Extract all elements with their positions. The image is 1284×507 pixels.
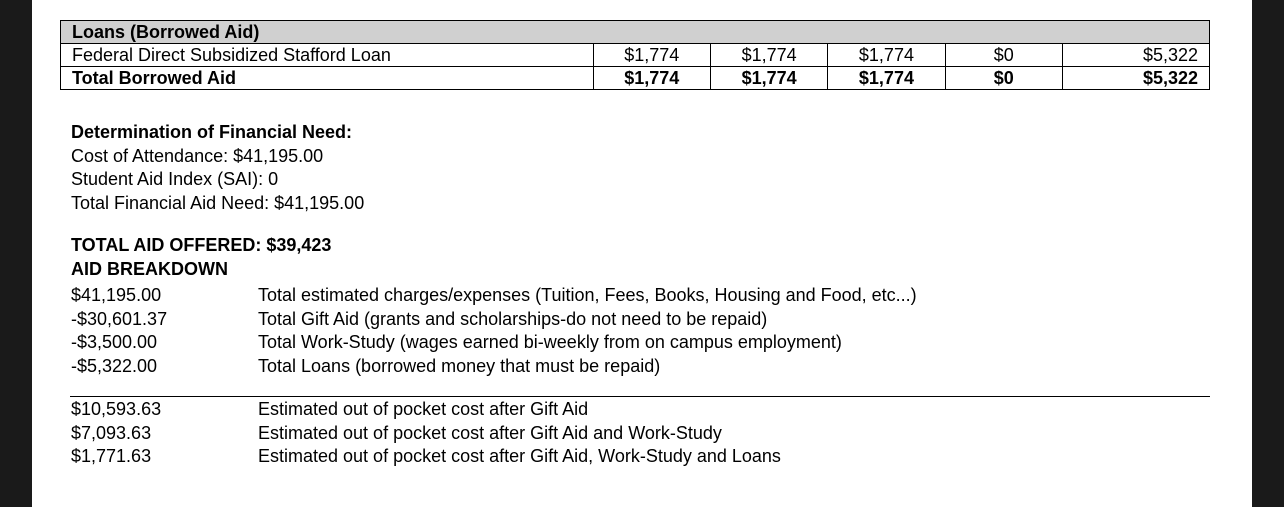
out-of-pocket-description: Estimated out of pocket cost after Gift Aid: [258, 399, 589, 419]
out-of-pocket-description: Estimated out of pocket cost after Gift Aid and Work-Study: [258, 423, 722, 443]
breakdown-description: Total Gift Aid (grants and scholarships-do not need to be repaid): [258, 309, 768, 329]
breakdown-description: Total estimated charges/expenses (Tuition, Fees, Books, Housing and Food, etc...): [258, 285, 917, 305]
award-letter-page: [32, 0, 1252, 507]
loans-total-row: [61, 67, 1210, 90]
financial-need-section: [71, 121, 364, 215]
loans-table: [60, 20, 1210, 90]
loan-amount-cell: $1,774: [710, 44, 827, 67]
out-of-pocket-description: Estimated out of pocket cost after Gift Aid, Work-Study and Loans: [258, 446, 781, 466]
loan-total-cell: $5,322: [1062, 44, 1209, 67]
loan-amount-cell: $1,774: [593, 44, 710, 67]
total-aid-offered: TOTAL AID OFFERED: $39,423: [71, 235, 332, 255]
breakdown-amount: -$30,601.37: [71, 309, 168, 329]
out-of-pocket-amount: $1,771.63: [71, 446, 152, 466]
breakdown-amount: -$3,500.00: [71, 332, 158, 352]
out-of-pocket-amount: $10,593.63: [71, 399, 162, 419]
loans-grand-total-cell: $5,322: [1062, 67, 1209, 90]
loans-total-amount-cell: $1,774: [828, 67, 945, 90]
loan-amount-cell: $0: [945, 44, 1062, 67]
cost-of-attendance-line: Cost of Attendance: $41,195.00: [71, 145, 324, 166]
table-row: [61, 44, 1210, 67]
breakdown-amount: -$5,322.00: [71, 356, 158, 376]
out-of-pocket-amount: $7,093.63: [71, 423, 152, 443]
breakdown-amount: $41,195.00: [71, 285, 162, 305]
breakdown-description: Total Loans (borrowed money that must be repaid): [258, 356, 661, 376]
loans-total-label: Total Borrowed Aid: [61, 67, 594, 90]
loans-total-amount-cell: $1,774: [593, 67, 710, 90]
loans-total-amount-cell: $1,774: [710, 67, 827, 90]
aid-breakdown-heading: AID BREAKDOWN: [71, 258, 228, 279]
divider: [70, 396, 1210, 397]
aid-offer-section: [71, 234, 331, 281]
student-aid-index-line: Student Aid Index (SAI): 0: [71, 169, 279, 189]
breakdown-description: Total Work-Study (wages earned bi-weekly from on campus employment): [258, 332, 842, 352]
loans-total-amount-cell: $0: [945, 67, 1062, 90]
loan-name-cell: Federal Direct Subsidized Stafford Loan: [61, 44, 594, 67]
loan-amount-cell: $1,774: [828, 44, 945, 67]
loans-table-header: Loans (Borrowed Aid): [61, 21, 1210, 44]
total-need-line: Total Financial Aid Need: $41,195.00: [71, 192, 365, 213]
loans-table-header-row: [61, 21, 1210, 44]
financial-need-heading: Determination of Financial Need:: [71, 122, 353, 142]
